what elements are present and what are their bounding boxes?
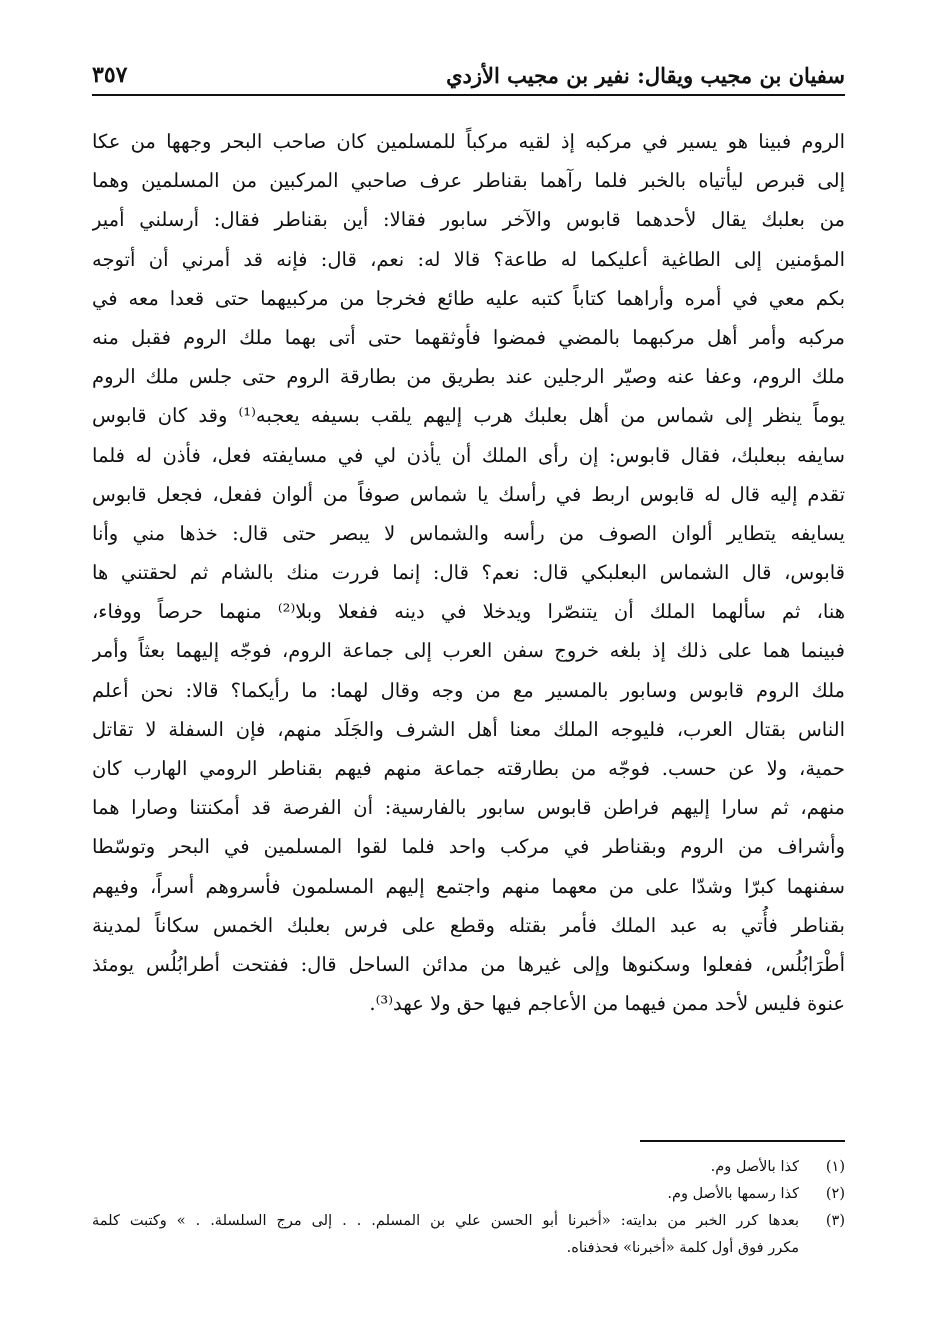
text-line: بقناطر فأُتي به عبد الملك فأمر بقتله وقطع على فرس بعلبك الخمس سكاناً لمدينة [92, 913, 845, 937]
footnote [92, 1208, 845, 1262]
footnote-number: (٣) [825, 1213, 845, 1229]
text-line: فبينما هما على ذلك إذ بلغه خروج سفن العرب إلى جماعة الروم، فوجّه إليهما بعثاً وأمر [92, 639, 845, 663]
text-line: مركبه وأمر أهل مركبهما بالمضي فمضوا فأوثقهما حتى أتى بهما ملك الروم فقبل منه [92, 325, 845, 349]
page-number: ٣٥٧ [92, 62, 128, 88]
text-line: منهم، ثم سارا إليهم فراطن قابوس سابور بالفارسية: أن الفرصة قد أمكنتنا وصارا هما [92, 796, 845, 820]
footnote-text [92, 1208, 799, 1262]
main-text [92, 122, 845, 1023]
footnote-separator [640, 1140, 845, 1142]
footnote-text [92, 1181, 799, 1208]
text-line: هنا، ثم سألهما الملك أن يتنصّرا ويدخلا في دينه ففعلا وبلا⁽²⁾ منهما حرصاً ووفاء، [92, 600, 845, 624]
text-line: ملك الروم قابوس وسابور بالمسير مع من وجه وقال لهما: ما رأيكما؟ قالا: نحن أعلم [92, 678, 845, 702]
text-line: أطْرَابُلُس، ففعلوا وسكنوها وإلى غيرها من مدائن الساحل قال: ففتحت أطرابُلُس يومئذ [92, 952, 845, 976]
text-line: وأشراف من الروم وبقناطر في مركب واحد فلما لقوا المسلمين في البحر وتوسّطا [92, 835, 845, 859]
text-line: يسايفه يتطاير ألوان الصوف من رأسه والشماس لا يبصر حتى قال: خذها مني وأنا [92, 521, 845, 545]
text-line: المؤمنين إلى الطاغية أعليكما له طاعة؟ قالا له: نعم، قال: فإنه قد أمرني أن أتوجه [92, 247, 845, 271]
text-line: من بعلبك يقال لأحدهما قابوس والآخر سابور فقالا: أين بقناطر فقال: أرسلني أمير [92, 208, 845, 232]
text-line: يوماً ينظر إلى شماس من أهل بعلبك هرب إليهم يلقب بسيفه يعجبه⁽¹⁾ وقد كان قابوس [92, 404, 845, 428]
footnote-text [92, 1154, 799, 1181]
footnote-line: كذا رسمها بالأصل وم. [667, 1186, 799, 1202]
text-line: عنوة فليس لأحد ممن فيهما من الأعاجم فيها حق ولا عهد⁽³⁾. [369, 992, 845, 1016]
footnote-number: (٢) [825, 1186, 845, 1202]
text-line: بكم معي في أمره وأراهما كتاباً كتبه عليه طائع فخرجا من مركبيهما حتى قعدا معه في [92, 286, 845, 310]
footnote-line: مكرر فوق أول كلمة «أخبرنا» فحذفناه. [566, 1240, 799, 1256]
text-line: الروم فبينا هو يسير في مركبه إذ لقيه مركباً للمسلمين كان صاحب البحر وجهها من عكا [92, 130, 845, 153]
running-title: سفيان بن مجيب ويقال: نفير بن مجيب الأزدي [446, 63, 845, 88]
text-line: إلى قبرص ليأتياه بالخبر فلما رآهما بقناطر عرف صاحبي المركبين من المسلمين وهما [92, 169, 845, 193]
text-line: حمية، ولا عن حسب. فوجّه من بطارقته جماعة منهم فيهم بقناطر الرومي الهارب كان [92, 757, 845, 780]
footnote-line: بعدها كرر الخبر من بدايته: «أخبرنا أبو الحسن علي بن المسلم. . . إلى مرج السلسلة. . » وكتبت كلمة [92, 1213, 799, 1229]
text-line: سايفه ببعلبك، فقال قابوس: إن رأى الملك أن يأذن لي في مسايفته فعل، فأذن له فلما [92, 443, 845, 467]
footnote-line: كذا بالأصل وم. [710, 1159, 799, 1175]
text-line: ملك الروم، وعفا عنه وصيّر الرجلين عند بطريق من بطارقة الروم حتى جلس ملك الروم [92, 365, 845, 389]
footnotes [92, 1154, 845, 1262]
text-line: تقدم إليه قال له قابوس اربط في رأسك يا شماس صوفاً من ألوان ففعل، فجعل قابوس [92, 482, 845, 506]
text-line: سفنهما كبرّا وشدّا على من معهما منهم واجتمع إليهم المسلمون فأسروهم أسراً، وفيهم [92, 874, 845, 898]
text-line: قابوس، قال الشماس البعلبكي قال: نعم؟ قال: إنما فررت منك بالشام ثم لحقتني ها [92, 561, 845, 585]
footnote [92, 1154, 845, 1181]
page-header [92, 50, 845, 96]
text-line: الناس بقتال العرب، فليوجه الملك معنا أهل الشرف والجَلَد منهم، فإن السفلة لا تقاتل [92, 717, 845, 741]
footnote [92, 1181, 845, 1208]
footnote-number: (١) [825, 1159, 845, 1175]
